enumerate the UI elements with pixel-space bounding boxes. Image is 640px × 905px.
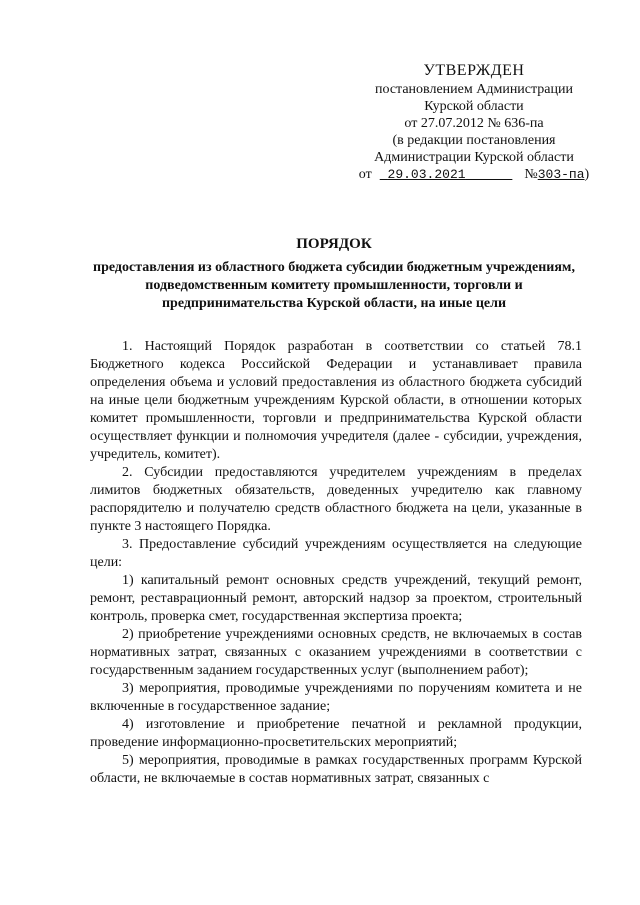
- number-prefix: №: [524, 167, 538, 182]
- approval-line-1: постановлением Администрации: [375, 82, 573, 97]
- list-item-5: 5) мероприятия, проводимые в рамках государственных программ Курской области, не включаемые в состав нормативных затрат, связанных с: [90, 753, 582, 786]
- date-prefix: от: [358, 167, 372, 182]
- list-item-1: 1) капитальный ремонт основных средств учреждений, текущий ремонт, ремонт, реставрационный ремонт, авторский надзор за проектом, строительный контроль, проверка смет, государственная экспертиза проекта;: [90, 573, 582, 624]
- approval-stamp: [355, 62, 593, 183]
- approval-date-line: [355, 166, 593, 183]
- number-value: 303-па: [537, 167, 585, 182]
- approval-line-5: Администрации Курской области: [374, 150, 574, 165]
- paragraph-2: 2. Субсидии предоставляются учредителем учреждениям в пределах лимитов бюджетных обязательств, доведенных учредителю как главному распорядителю и получателю средств областного бюджета на цели, указанные в пункте 3 настоящего Порядка.: [90, 465, 582, 534]
- document-subtitle: предоставления из областного бюджета субсидии бюджетным учреждениям, подведомственным комитету промышленности, торговли и предпринимательства Курской области, на иные цели: [93, 260, 575, 311]
- date-value: 29.03.2021: [387, 167, 466, 182]
- paragraph-1: 1. Настоящий Порядок разработан в соответствии со статьей 78.1 Бюджетного кодекса Российской Федерации и устанавливает правила определения объема и условий предоставления из областного бюджета субсидий на иные цели бюджетным учреждениям Курской области, в отношении которых комитет промышленности, торговли и предпринимательства Курской области осуществляет функции и полномочия учредителя (далее - субсидии, учреждения, учредитель, комитет).: [90, 339, 582, 462]
- paragraph-3: 3. Предоставление субсидий учреждениям осуществляется на следующие цели:: [90, 537, 582, 570]
- document-title-block: [80, 235, 588, 313]
- approval-line-3: от 27.07.2012 № 636-па: [404, 116, 544, 131]
- list-item-3: 3) мероприятия, проводимые учреждениями по поручениям комитета и не включенные в государственное задание;: [90, 681, 582, 714]
- document-title: ПОРЯДОК: [296, 236, 372, 252]
- closing-paren: ): [584, 167, 590, 182]
- approval-line-4: (в редакции постановления: [392, 133, 556, 148]
- list-item-2: 2) приобретение учреждениями основных средств, не включаемых в состав нормативных затрат, связанных с оказанием учреждениями в соответствии с государственным заданием государственных услуг (выполнением работ);: [90, 627, 582, 678]
- approval-heading: УТВЕРЖДЕН: [423, 62, 525, 79]
- document-body: [90, 338, 582, 788]
- approval-line-2: Курской области: [424, 99, 524, 114]
- list-item-4: 4) изготовление и приобретение печатной и рекламной продукции, проведение информационно-просветительских мероприятий;: [90, 717, 582, 750]
